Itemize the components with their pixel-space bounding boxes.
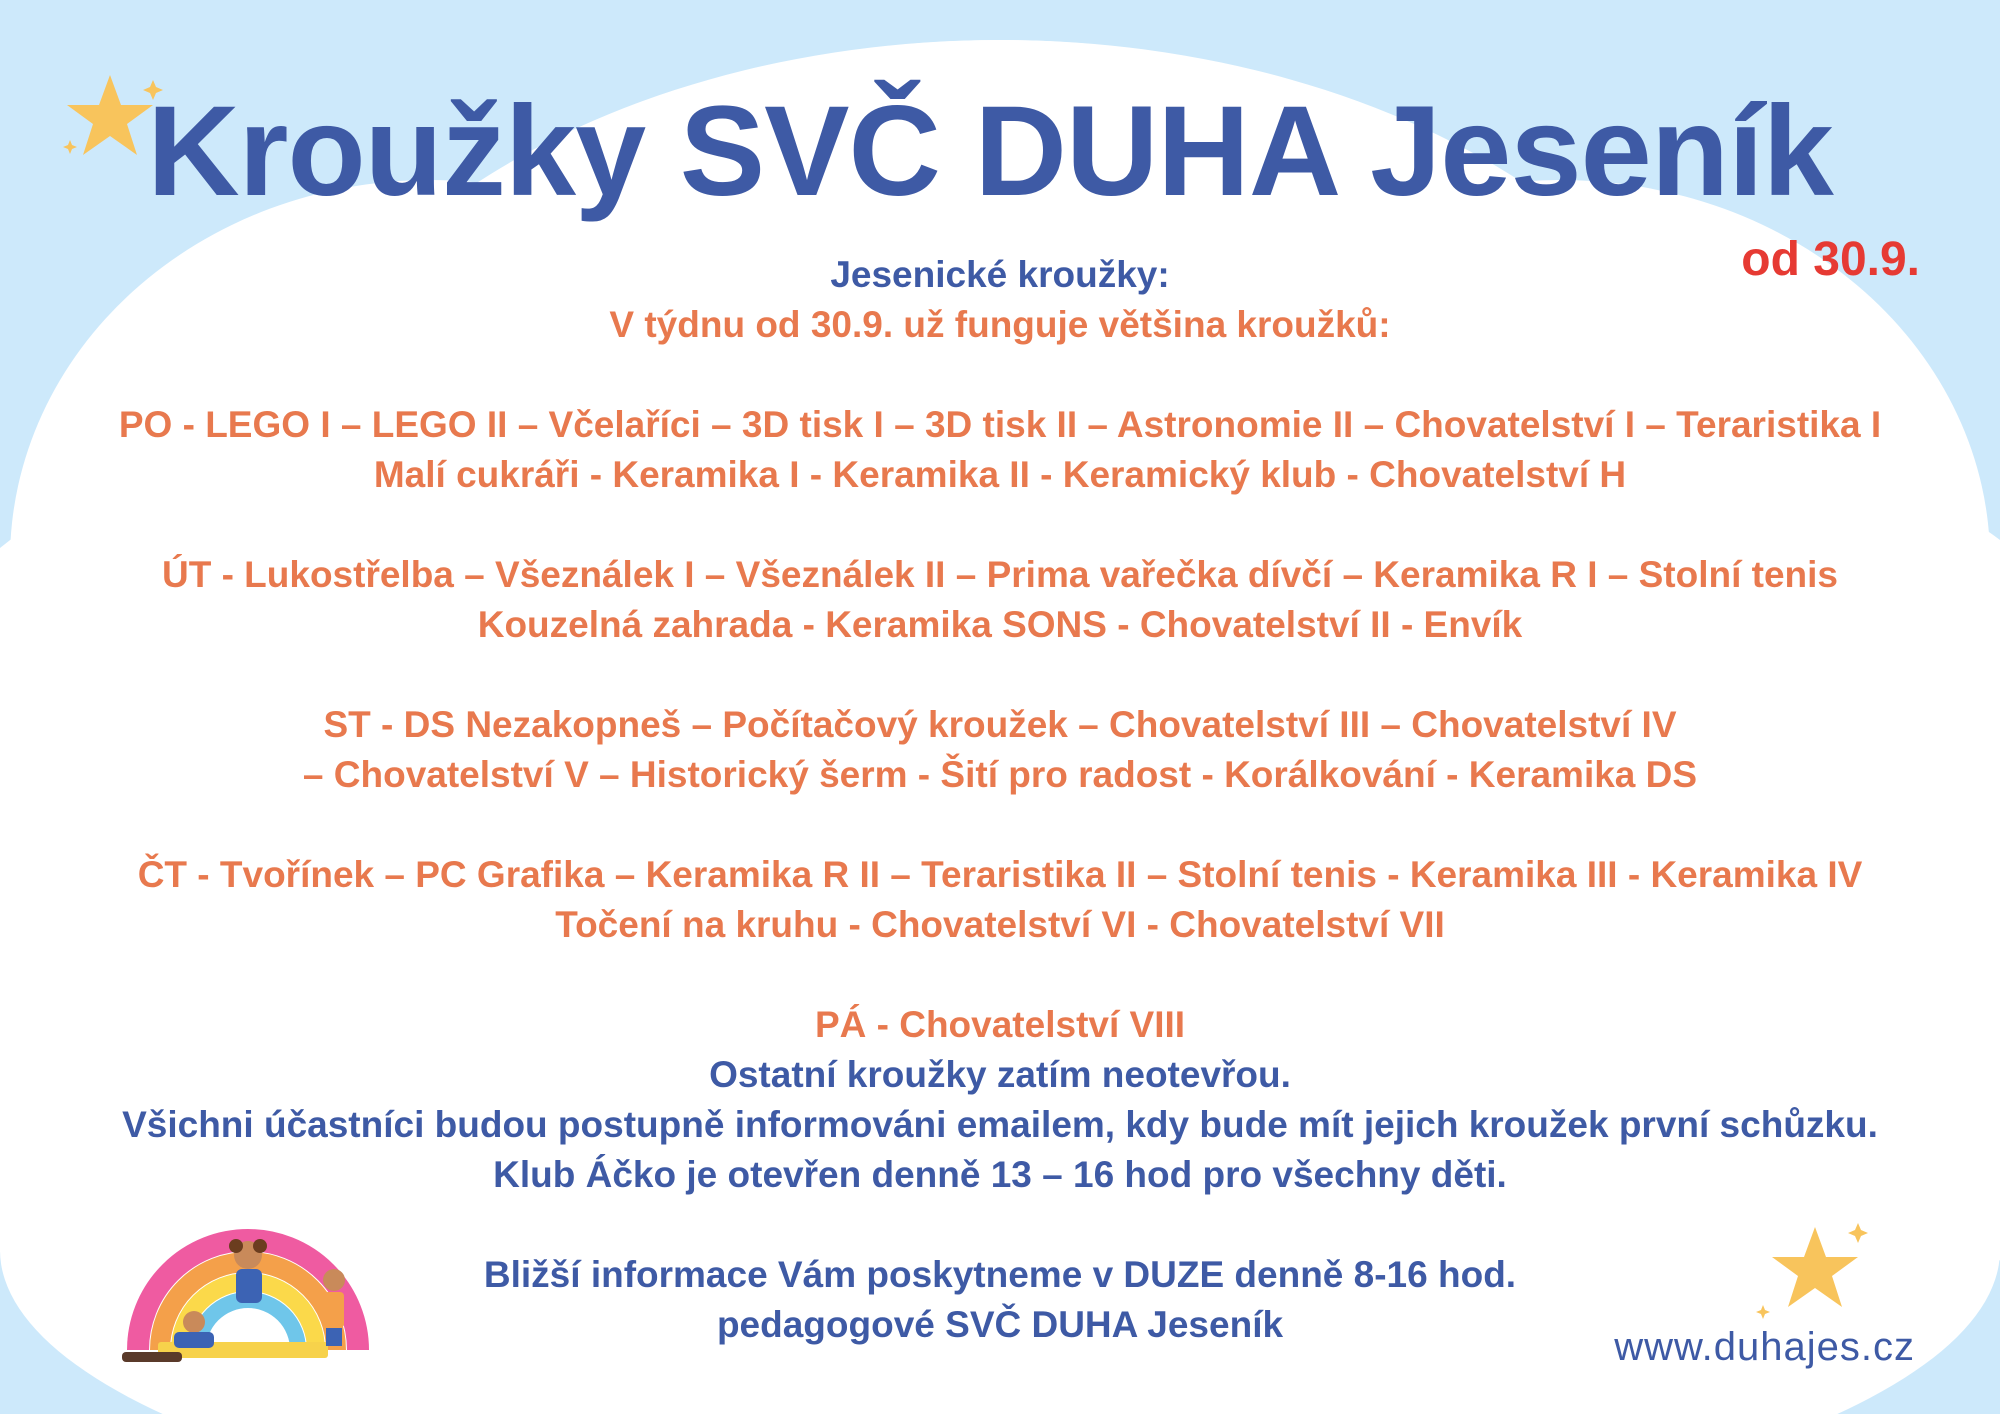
- schedule-thursday-line-1: ČT - Tvořínek – PC Grafika – Keramika R II – Teraristika II – Stolní tenis - Keramika III - Keramika IV: [137, 854, 1863, 895]
- intro-subheading: V týdnu od 30.9. už funguje většina kroužků:: [609, 304, 1391, 345]
- website-link[interactable]: www.duhajes.cz: [1614, 1325, 1915, 1369]
- date-badge: od 30.9.: [1741, 233, 1920, 286]
- schedule-monday-line-2: Malí cukráři - Keramika I - Keramika II - Keramický klub - Chovatelství H: [373, 454, 1627, 495]
- intro-heading: Jesenické kroužky:: [830, 254, 1170, 295]
- schedule-friday-line-1: PÁ - Chovatelství VIII: [814, 1004, 1186, 1045]
- schedule-monday-line-1: PO - LEGO I – LEGO II – Včelaříci – 3D tisk I – 3D tisk II – Astronomie II – Chovatelství I – Teraristika I: [118, 404, 1882, 445]
- page-title: Kroužky SVČ DUHA Jeseník: [147, 80, 1833, 223]
- schedule-wednesday-line-2: – Chovatelství V – Historický šerm - Šití pro radost - Korálkování - Keramika DS: [302, 754, 1698, 795]
- rainbow-kids-illustration: [118, 1170, 378, 1380]
- footer-info: Bližší informace Vám poskytneme v DUZE denně 8-16 hod.: [483, 1254, 1517, 1295]
- note-line: Ostatní kroužky zatím neotevřou.: [709, 1054, 1291, 1095]
- schedule-tuesday-line-2: Kouzelná zahrada - Keramika SONS - Chovatelství II - Envík: [477, 604, 1523, 645]
- schedule-wednesday-line-1: ST - DS Nezakopneš – Počítačový kroužek – Chovatelství III – Chovatelství IV: [323, 704, 1677, 745]
- note-line: Klub Áčko je otevřen denně 13 – 16 hod pro všechny děti.: [493, 1154, 1507, 1195]
- footer-signature: pedagogové SVČ DUHA Jeseník: [716, 1304, 1284, 1345]
- schedule-tuesday-line-1: ÚT - Lukostřelba – Všeználek I – Všeználek II – Prima vařečka dívčí – Keramika R I – Stolní tenis: [161, 554, 1839, 595]
- schedule-thursday-line-2: Točení na kruhu - Chovatelství VI - Chovatelství VII: [555, 904, 1445, 945]
- note-line: Všichni účastníci budou postupně informováni emailem, kdy bude mít jejich kroužek první schůzku.: [122, 1104, 1878, 1145]
